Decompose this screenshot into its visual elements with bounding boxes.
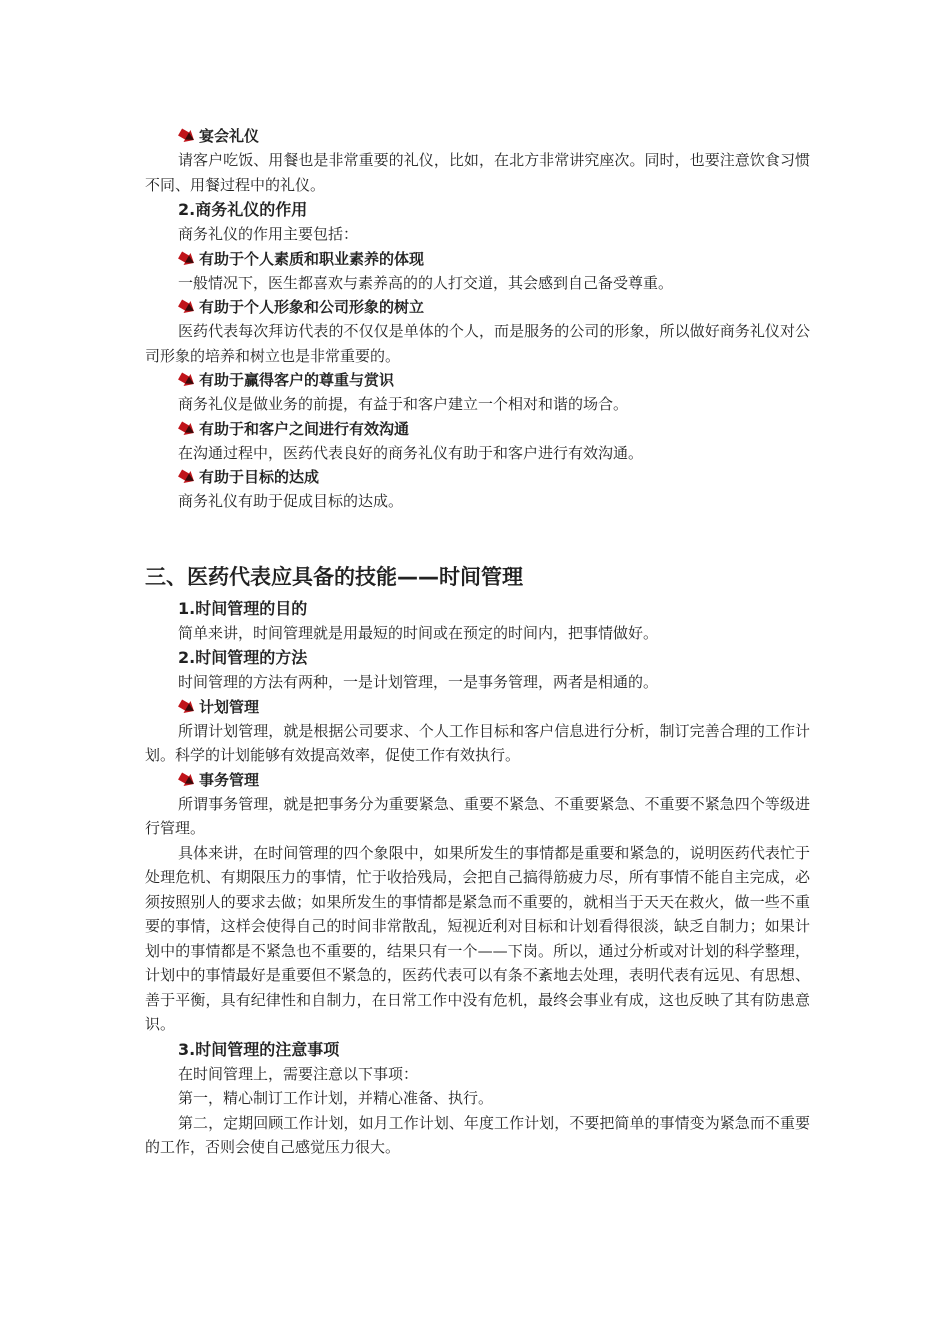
subheading-item: [145, 295, 810, 319]
subheading-text: 有助于目标的达成: [199, 468, 320, 486]
subheading-text: 事务管理: [199, 770, 260, 789]
subheading-text: 宴会礼仪: [199, 127, 260, 145]
paragraph: 医药代表每次拜访代表的不仅仅是单体的个人，而是服务的公司的形象，所以做好商务礼仪对公司形象的培养和树立也是非常重要的。: [145, 322, 810, 365]
paragraph: 时间管理的方法有两种，一是计划管理，一是事务管理，两者是相通的。: [178, 673, 659, 691]
section-heading-etiquette-role: 2.商务礼仪的作用: [178, 200, 308, 219]
paragraph: 第二，定期回顾工作计划，如月工作计划、年度工作计划，不要把简单的事情变为紧急而不重要的工作，否则会使自己感觉压力很大。: [145, 1113, 810, 1156]
paragraph: 请客户吃饭、用餐也是非常重要的礼仪，比如，在北方非常讲究座次。同时，也要注意饮食习惯不同、用餐过程中的礼仪。: [145, 151, 810, 194]
subheading-item: [145, 417, 810, 441]
red-arrow-bullet-icon: [178, 699, 197, 715]
subheading-text: 有助于赢得客户的尊重与赏识: [199, 371, 395, 389]
document-body: [145, 124, 810, 1160]
paragraph: 所谓事务管理，就是把事务分为重要紧急、重要不紧急、不重要紧急、不重要不紧急四个等级进行管理。: [145, 794, 810, 837]
paragraph: 第一，精心制订工作计划，并精心准备、执行。: [178, 1089, 494, 1107]
subheading-banquet: [145, 124, 810, 148]
spacer: [145, 514, 810, 562]
red-arrow-bullet-icon: [178, 299, 197, 315]
subheading-text: 有助于个人素质和职业素养的体现: [199, 249, 425, 268]
section-heading-notes: 3.时间管理的注意事项: [178, 1039, 340, 1059]
red-arrow-bullet-icon: [178, 469, 197, 485]
red-arrow-bullet-icon: [178, 251, 197, 267]
subheading-affair: [145, 768, 810, 792]
paragraph: 简单来讲，时间管理就是用最短的时间或在预定的时间内，把事情做好。: [178, 623, 659, 642]
paragraph: 在时间管理上，需要注意以下事项：: [178, 1064, 419, 1083]
red-arrow-bullet-icon: [178, 372, 197, 388]
red-arrow-bullet-icon: [178, 772, 197, 788]
paragraph: 商务礼仪的作用主要包括：: [178, 225, 359, 243]
paragraph: 所谓计划管理，就是根据公司要求、个人工作目标和客户信息进行分析，制订完善合理的工作计划。科学的计划能够有效提高效率，促使工作有效执行。: [145, 721, 810, 764]
subheading-item: [145, 465, 810, 489]
red-arrow-bullet-icon: [178, 421, 197, 437]
red-arrow-bullet-icon: [178, 128, 197, 144]
paragraph: 具体来讲，在时间管理的四个象限中，如果所发生的事情都是重要和紧急的，说明医药代表忙于处理危机、有期限压力的事情，忙于收拾残局，会把自己搞得筋疲力尽，所有事情不能自主完成，必须按照别人的要求去做；如果所发生的事情都是紧急而不重要的，就相当于天天在救火，做一些不重要的事情，这样会使得自己的时间非常散乱，短视近利对目标和计划看得很淡，缺乏自制力；如果计划中的事情都是不紧急也不重要的，结果只有一个——下岗。所以，通过分析或对计划的科学整理，计划中的事情最好是重要但不紧急的，医药代表可以有条不紊地去处理，表明代表有远见、有思想、善于平衡，具有纪律性和自制力，在日常工作中没有危机，最终会事业有成，这也反映了其有防患意识。: [145, 843, 810, 1033]
paragraph: 在沟通过程中，医药代表良好的商务礼仪有助于和客户进行有效沟通。: [178, 443, 644, 462]
paragraph: 商务礼仪有助于促成目标的达成。: [178, 492, 404, 510]
section-heading-purpose: 1.时间管理的目的: [178, 598, 308, 618]
subheading-plan: [145, 695, 810, 719]
section-heading-method: 2.时间管理的方法: [178, 648, 308, 667]
paragraph: 商务礼仪是做业务的前提，有益于和客户建立一个相对和谐的场合。: [178, 395, 629, 413]
subheading-text: 有助于和客户之间进行有效沟通: [199, 419, 410, 438]
subheading-item: [145, 368, 810, 392]
chapter-title: 三、医药代表应具备的技能——时间管理: [145, 564, 523, 589]
subheading-text: 计划管理: [199, 697, 260, 716]
subheading-item: [145, 247, 810, 271]
paragraph: 一般情况下，医生都喜欢与素养高的的人打交道，其会感到自己备受尊重。: [178, 273, 674, 292]
subheading-text: 有助于个人形象和公司形象的树立: [199, 298, 425, 316]
